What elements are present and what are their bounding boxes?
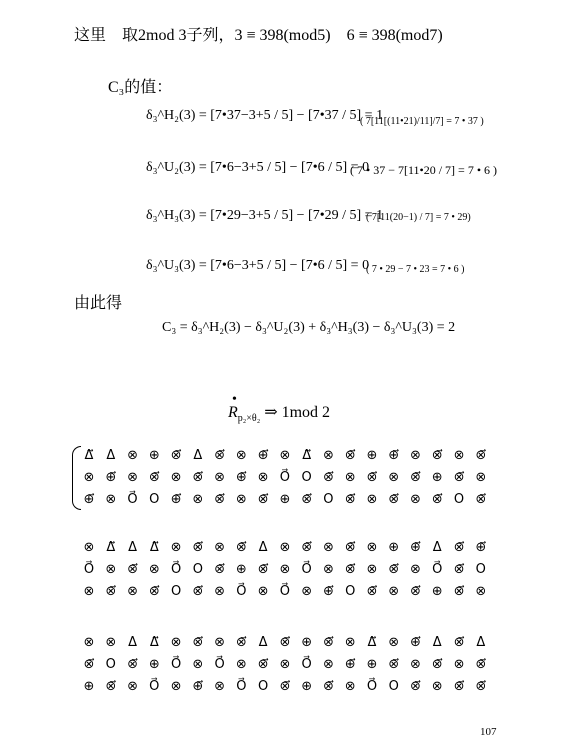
matrix-symbol: ⊗ [105,561,117,577]
matrix-symbol: ⊗ [410,447,421,463]
matrix-symbol: ⊕⃗ [410,634,421,650]
formula-h3: δ₃^H₃(3) = [7•29−3+5 / 5] − [7•29 / 5] = 1 [146,208,384,223]
matrix-symbol: ⊕⃗ [170,491,182,507]
matrix-symbol: ⊗⃗ [257,491,269,507]
matrix-symbol: ⊗⃗ [388,561,400,577]
result-formula: C₃ = δ₃^H₂(3) − δ₃^U₂(3) + δ₃^H₃(3) − δ₃^U₃(3) = 2 [162,320,456,335]
matrix-symbol: ⊗⃗ [148,469,160,485]
matrix-symbol: ⊗⃗ [257,561,269,577]
matrix-symbol: ⊗⃗ [453,678,465,694]
matrix-symbol: ⊕⃗ [235,469,247,485]
matrix-symbol: O⃗ [301,656,312,672]
matrix-symbol: ⊗⃗ [431,447,443,463]
matrix-symbol: ⊗⃗ [235,634,247,650]
matrix-symbol: ⊗⃗ [366,583,378,599]
matrix-symbol: ⊕⃗ [410,539,421,555]
matrix-symbol: ⊕ [235,561,247,577]
matrix-symbol: ⊗ [388,634,400,650]
matrix-symbol: O [345,583,356,599]
matrix-row [80,537,490,557]
matrix-symbol: ⊗⃗ [214,561,226,577]
page-number: 107 [480,726,497,738]
dot-accent: • [232,392,237,407]
matrix-symbol: Δ⃗ [367,634,377,650]
matrix-symbol: ⊗⃗ [301,539,313,555]
matrix-symbol: ⊗ [279,447,291,463]
matrix-symbol: Δ⃗ [84,447,94,463]
matrix-symbol: ⊗ [475,583,487,599]
matrix-symbol: ⊗ [410,491,421,507]
matrix-symbol: ⊗ [214,678,226,694]
matrix-symbol: ⊗ [344,678,356,694]
formula-u2-note: ( 7 • 37 − 7[11•20 / 7] = 7 • 6 ) [350,163,498,177]
matrix-symbol: ⊗⃗ [410,469,421,485]
matrix-row [80,559,490,579]
matrix-symbol: Δ [193,447,203,463]
matrix-symbol: ⊗⃗ [431,656,443,672]
matrix-symbol: ⊗⃗ [127,656,138,672]
matrix-symbol: O [323,491,334,507]
matrix-symbol: O [170,583,182,599]
matrix-symbol: ⊕⃗ [83,491,95,507]
matrix-symbol: ⊗⃗ [344,491,356,507]
matrix-symbol: ⊗ [235,656,247,672]
matrix-symbol: ⊗ [83,539,95,555]
matrix-symbol: O⃗ [214,656,225,672]
matrix-symbol: ⊗⃗ [453,634,465,650]
hence-label: 由此得 [74,295,123,312]
formula-u3: δ₃^U₃(3) = [7•6−3+5 / 5] − [7•6 / 5] = 0 [146,258,370,273]
matrix-symbol: ⊗ [453,656,465,672]
matrix-symbol: O⃗ [301,561,312,577]
formula-h2: δ₃^H₂(3) = [7•37−3+5 / 5] − [7•37 / 5] = 1 [146,108,384,123]
matrix-symbol: Δ⃗ [302,447,312,463]
matrix-symbol: ⊕⃗ [257,447,269,463]
matrix-symbol: ⊗⃗ [192,539,204,555]
matrix-symbol: ⊗⃗ [235,539,247,555]
matrix-symbol: ⊗⃗ [105,678,117,694]
matrix-symbol: ⊗ [453,447,465,463]
matrix-symbol: Δ [258,634,268,650]
matrix-symbol: O [149,491,160,507]
matrix-symbol: ⊗⃗ [453,469,465,485]
matrix-symbol: ⊗⃗ [388,491,400,507]
matrix-symbol: ⊗⃗ [344,539,356,555]
matrix-symbol: ⊗ [214,539,226,555]
r-expression [228,402,330,424]
matrix-symbol: ⊗ [192,656,204,672]
matrix-symbol: O⃗ [236,678,247,694]
matrix-symbol: ⊗⃗ [410,583,421,599]
matrix-symbol: ⊕ [148,447,160,463]
matrix-symbol: ⊗ [83,634,95,650]
matrix-row [80,654,490,674]
matrix-symbol: ⊗⃗ [279,678,291,694]
matrix-row [80,581,490,601]
matrix-symbol: ⊗ [279,561,291,577]
matrix-symbol: ⊗⃗ [83,656,95,672]
matrix-symbol: ⊗⃗ [475,491,487,507]
matrix-symbol: O⃗ [149,678,160,694]
matrix-symbol: ⊗⃗ [322,678,334,694]
formula-h2-note: ( 7[11[(11•21)/11]/7] = 7 • 37 ) [360,116,484,127]
r-subscript: p₂×θ₂ [237,413,261,425]
matrix-symbol: ⊗⃗ [214,447,226,463]
matrix-symbol: ⊗ [170,634,182,650]
r-tail: ⇒ 1mod 2 [260,404,331,421]
matrix-symbol: ⊗ [366,491,378,507]
matrix-symbol: ⊗ [410,561,421,577]
matrix-symbol: Δ⃗ [106,539,116,555]
matrix-row [80,489,490,509]
matrix-symbol: ⊕⃗ [344,656,356,672]
matrix-symbol: ⊕ [301,678,313,694]
matrix-symbol: ⊗⃗ [453,539,465,555]
matrix-symbol: ⊗ [105,634,117,650]
matrix-symbol: Δ [432,634,442,650]
matrix-symbol: ⊗⃗ [170,447,182,463]
matrix-symbol: ⊗⃗ [344,561,356,577]
matrix-symbol: Δ [432,539,442,555]
matrix-symbol: ⊗⃗ [322,634,334,650]
matrix-symbol: ⊗ [279,539,291,555]
matrix-symbol: O⃗ [432,561,443,577]
matrix-symbol: O⃗ [83,561,95,577]
matrix-symbol: ⊗ [170,678,182,694]
matrix-symbol: ⊕ [431,469,443,485]
matrix-symbol: ⊗ [105,491,117,507]
matrix-symbol: O [105,656,116,672]
matrix-symbol: ⊗⃗ [475,447,487,463]
matrix-symbol: Δ [128,539,137,555]
matrix-symbol: ⊗ [170,469,182,485]
matrix-symbol: ⊗⃗ [279,634,291,650]
formula-h3-note: ( 7[11(20−1) / 7] = 7 • 29) [366,212,471,223]
matrix-symbol: ⊗ [170,539,182,555]
matrix-symbol: ⊗ [388,469,400,485]
matrix-symbol: O [301,469,312,485]
matrix-symbol: ⊕ [431,583,443,599]
matrix-symbol: Δ [106,447,116,463]
matrix-symbol: ⊗ [322,539,334,555]
matrix-symbol: ⊗⃗ [475,656,487,672]
matrix-symbol: ⊗ [83,583,95,599]
matrix-symbol: ⊗⃗ [431,491,443,507]
matrix-symbol: O [475,561,486,577]
matrix-symbol: Δ [128,634,137,650]
matrix-symbol: O⃗ [279,469,290,485]
matrix-symbol: ⊗⃗ [301,491,313,507]
matrix-symbol: O⃗ [279,583,290,599]
matrix-symbol: O [258,678,269,694]
formula-u2: δ₃^U₂(3) = [7•6−3+5 / 5] − [7•6 / 5] = 0 [146,160,370,175]
matrix-symbol: ⊕ [301,634,313,650]
matrix-symbol: ⊕⃗ [105,469,117,485]
matrix-symbol: ⊗ [257,583,269,599]
matrix-symbol: ⊗ [192,491,204,507]
matrix-symbol: ⊗⃗ [366,469,378,485]
matrix-symbol: ⊕⃗ [192,678,204,694]
matrix-symbol: ⊗ [322,656,334,672]
matrix-symbol: ⊕ [279,491,291,507]
matrix-symbol: ⊗ [148,561,160,577]
matrix-symbol: ⊗⃗ [322,469,334,485]
matrix-symbol: ⊗⃗ [453,561,465,577]
matrix-symbol: ⊗⃗ [192,583,204,599]
matrix-symbol: ⊗⃗ [410,678,421,694]
matrix-symbol: ⊗⃗ [475,678,487,694]
matrix-symbol: ⊕ [388,539,400,555]
matrix-symbol: ⊗⃗ [453,583,465,599]
matrix-symbol: ⊗ [322,561,334,577]
matrix-symbol: O⃗ [170,561,182,577]
matrix-symbol: ⊕⃗ [475,539,487,555]
matrix-symbol: ⊕ [83,678,95,694]
matrix-symbol: ⊗ [388,583,400,599]
matrix-symbol: ⊗ [83,469,95,485]
matrix-symbol: ⊗ [366,539,378,555]
r-symbol: R [228,404,238,421]
matrix-symbol: ⊗⃗ [105,583,117,599]
matrix-symbol: O⃗ [127,491,138,507]
matrix-symbol: ⊗ [279,656,291,672]
matrix-symbol: Δ [258,539,268,555]
matrix-symbol: O⃗ [236,583,247,599]
matrix-symbol: ⊗ [344,469,356,485]
matrix-symbol: ⊗ [431,678,443,694]
matrix-symbol: ⊗ [235,491,247,507]
matrix-symbol: ⊗ [322,447,334,463]
matrix-row [80,445,490,465]
matrix-symbol: ⊗ [127,678,138,694]
matrix-symbol: ⊗⃗ [388,656,400,672]
matrix-row [80,632,490,652]
matrix-symbol: O⃗ [366,678,378,694]
matrix-symbol: ⊗⃗ [192,634,204,650]
matrix-symbol: ⊕ [366,447,378,463]
matrix-symbol: ⊗ [344,634,356,650]
matrix-row [80,676,490,696]
c3-heading: C₃的值： [108,79,173,96]
matrix-symbol: ⊗ [410,656,421,672]
matrix-symbol: ⊗ [214,583,226,599]
matrix-symbol: ⊕⃗ [322,583,334,599]
matrix-symbol: ⊗ [214,469,226,485]
matrix-symbol: O [388,678,399,694]
matrix-symbol: ⊗⃗ [257,656,269,672]
matrix-symbol: O [453,491,465,507]
matrix-symbol: ⊗ [257,469,269,485]
matrix-symbol: Δ [476,634,486,650]
formula-u3-note: ( 7 • 29 − 7 • 23 = 7 • 6 ) [366,264,465,275]
matrix-symbol: ⊗⃗ [127,561,138,577]
intro-line: 这里 取2mod 3子列，3 ≡ 398(mod5) 6 ≡ 398(mod7) [74,27,443,44]
matrix-symbol: ⊗ [127,583,138,599]
matrix-symbol: Δ⃗ [149,539,159,555]
matrix-symbol: O [192,561,203,577]
matrix-symbol: ⊗⃗ [148,583,160,599]
matrix-symbol: ⊕ [366,656,378,672]
matrix-symbol: ⊗⃗ [344,447,356,463]
matrix-symbol: ⊗ [301,583,313,599]
matrix-symbol: ⊕⃗ [388,447,400,463]
matrix-symbol: ⊕ [148,656,160,672]
matrix-symbol: O⃗ [170,656,182,672]
matrix-symbol: ⊗ [235,447,247,463]
matrix-symbol: Δ⃗ [149,634,159,650]
matrix-symbol: ⊗⃗ [214,491,226,507]
matrix-symbol: ⊗ [214,634,226,650]
matrix-symbol: ⊗ [475,469,487,485]
matrix-symbol: ⊗ [366,561,378,577]
matrix-symbol: ⊗ [127,447,138,463]
matrix-symbol: ⊗ [127,469,138,485]
matrix-row [80,467,490,487]
matrix-symbol: ⊗⃗ [192,469,204,485]
